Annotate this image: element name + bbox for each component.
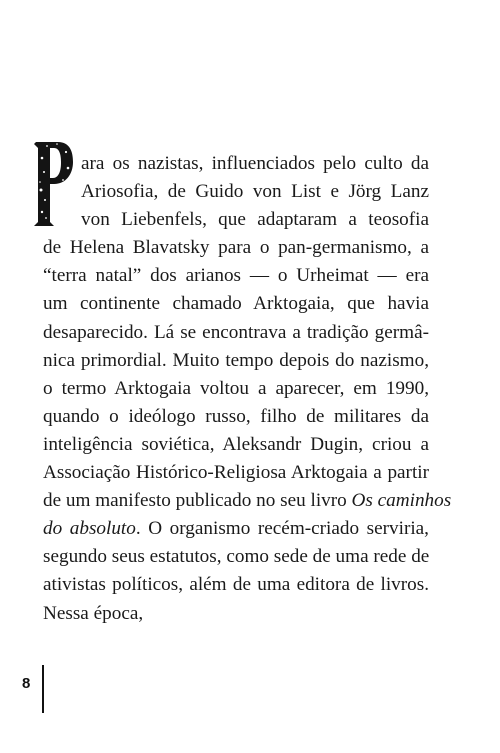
book-title-italic: do absoluto bbox=[43, 518, 136, 540]
text-line bbox=[43, 487, 452, 515]
text-line bbox=[43, 515, 429, 543]
text-line: o termo Arktogaia voltou a aparecer, em 1990, bbox=[43, 377, 429, 399]
text-line: ara os nazistas, influenciados pelo culto da bbox=[81, 153, 429, 174]
text-line: inteligência soviética, Aleksandr Dugin, criou a bbox=[43, 433, 429, 455]
text-line: Ariosofia, de Guido von List e Jörg Lanz bbox=[81, 181, 429, 203]
text-segment: de um manifesto publicado no seu livro bbox=[43, 490, 347, 512]
text-line: um continente chamado Arktogaia, que havia bbox=[43, 293, 429, 315]
text-line: desaparecido. Lá se encontrava a tradição germâ- bbox=[43, 321, 429, 343]
text-line: segundo seus estatutos, como sede de uma rede de bbox=[43, 546, 430, 568]
text-line: quando o ideólogo russo, filho de militares da bbox=[43, 405, 429, 427]
text-segment: . O organismo recém-criado serviria, bbox=[135, 518, 429, 540]
text-line: de Helena Blavatsky para o pan-germanismo, a bbox=[43, 237, 429, 259]
page-number: 8 bbox=[22, 675, 31, 692]
book-title-italic: Os caminhos bbox=[351, 490, 452, 512]
page-number-divider bbox=[42, 665, 44, 713]
text-line: “terra natal” dos arianos — o Urheimat — era bbox=[43, 265, 429, 287]
text-line: von Liebenfels, que adaptaram a teosofia bbox=[81, 209, 429, 231]
text-line: Nessa época, bbox=[43, 602, 144, 624]
text-line: ativistas políticos, além de uma editora de livros. bbox=[43, 574, 429, 596]
body-paragraph bbox=[43, 150, 452, 628]
text-line: Associação Histórico-Religiosa Arktogaia a partir bbox=[43, 462, 429, 484]
text-line: nica primordial. Muito tempo depois do nazismo, bbox=[43, 349, 429, 371]
